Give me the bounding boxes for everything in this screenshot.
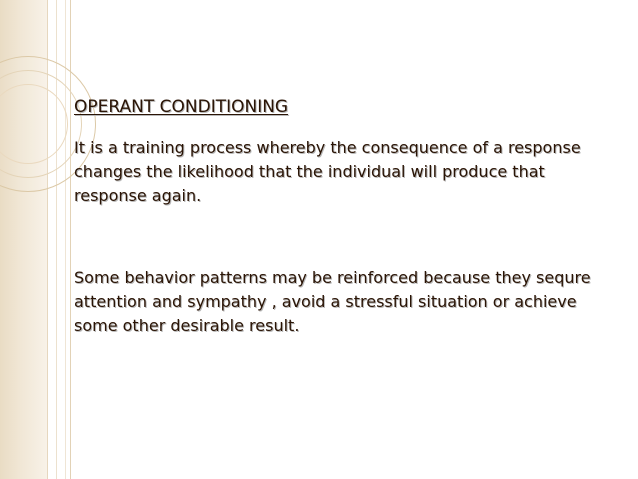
- definition-paragraph: It is a training process whereby the consequence of a response changes the likelihood that the individual will produce that response again.: [74, 138, 581, 205]
- slide-content: [74, 94, 624, 338]
- slide-title: OPERANT CONDITIONING: [74, 97, 289, 117]
- example-paragraph: Some behavior patterns may be reinforced because they sequre attention and sympathy , avoid a stressful situation or achieve some other desirable result.: [74, 268, 591, 335]
